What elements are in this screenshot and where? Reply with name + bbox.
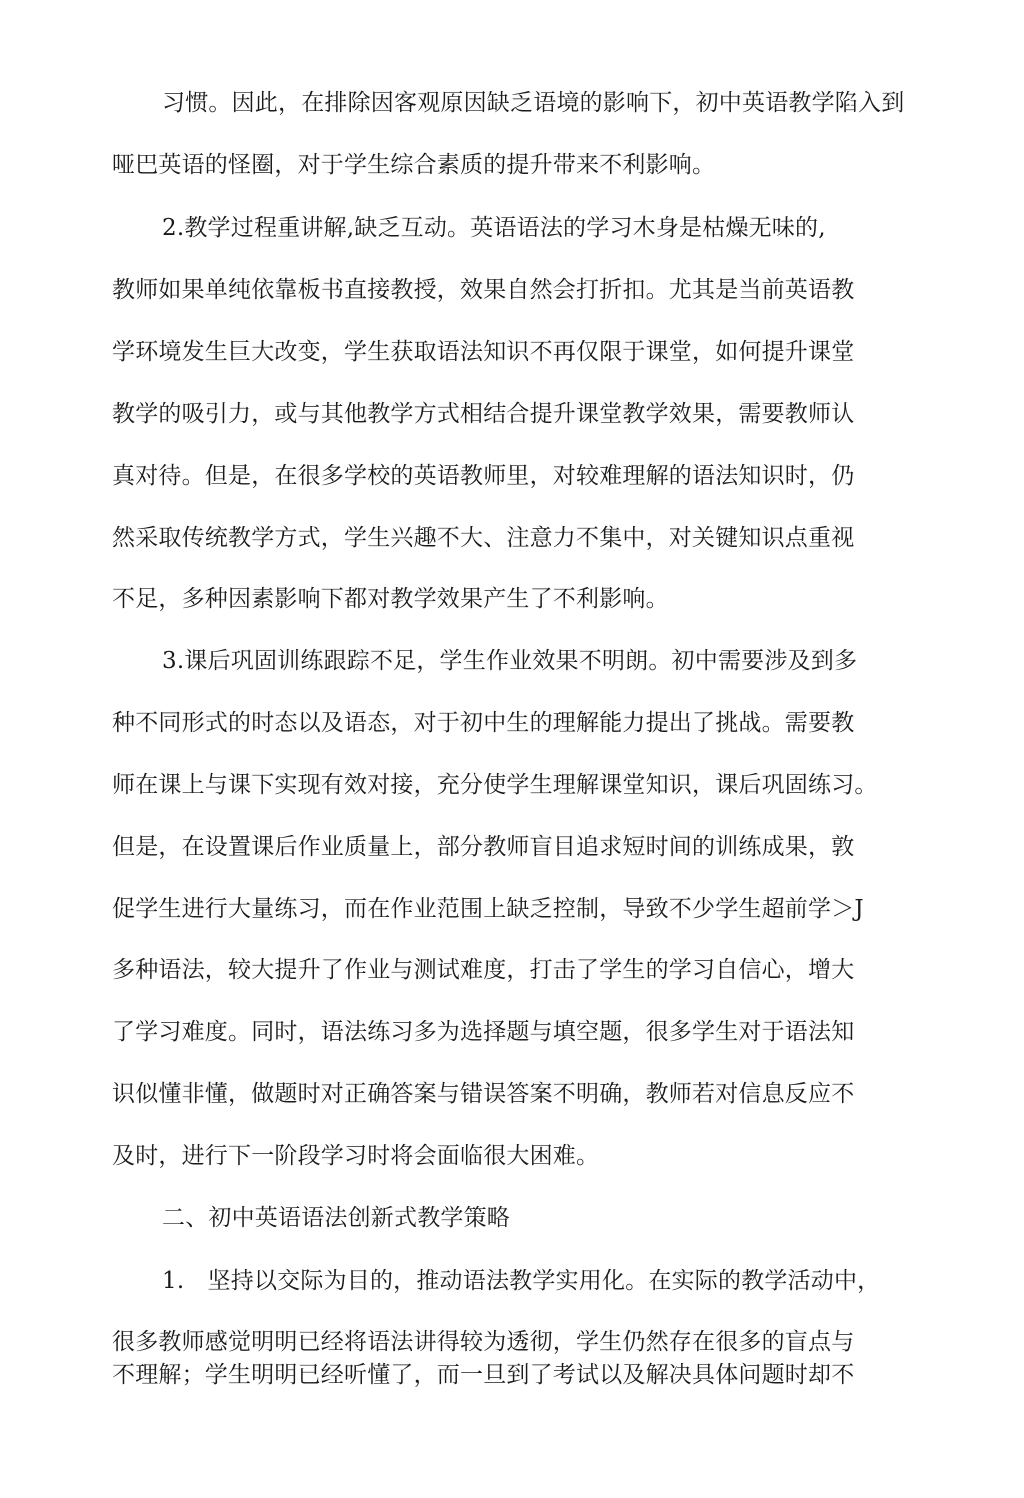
text-line: 教学的吸引力，或与其他教学方式相结合提升课堂教学效果，需要教师认 <box>112 401 855 427</box>
text-line: 然采取传统教学方式，学生兴趣不大、注意力不集中，对关键知识点重视 <box>112 525 855 551</box>
text-line: 多种语法，较大提升了作业与测试难度，打击了学生的学习自信心，增大 <box>112 957 855 983</box>
text-line: 教师如果单纯依靠板书直接教授，效果自然会打折扣。尤其是当前英语教 <box>112 277 855 303</box>
text-line: 哑巴英语的怪圈，对于学生综合素质的提升带来不利影响。 <box>112 152 716 178</box>
text-line: 真对待。但是，在很多学校的英语教师里，对较难理解的语法知识时，仍 <box>112 463 855 489</box>
paragraph-start: 1. 坚持以交际为目的，推动语法教学实用化。在实际的教学活动中， <box>162 1268 881 1294</box>
text-line: 促学生进行大量练习，而在作业范围上缺乏控制，导致不少学生超前学＞J <box>112 896 864 922</box>
text-line: 不足，多种因素影响下都对教学效果产生了不利影响。 <box>112 586 669 612</box>
text-line: 种不同形式的时态以及语态，对于初中生的理解能力提出了挑战。需要教 <box>112 710 855 736</box>
section-heading: 二、初中英语语法创新式教学策略 <box>162 1205 510 1231</box>
text-line: 识似懂非懂，做题时对正确答案与错误答案不明确，教师若对信息反应不 <box>112 1081 855 1107</box>
text-line: 习惯。因此，在排除因客观原因缺乏语境的影响下，初中英语教学陷入到 <box>162 90 905 116</box>
text-line: 不理解；学生明明已经听懂了，而一旦到了考试以及解决具体问题时却不 <box>112 1362 855 1388</box>
paragraph-start: 2.教学过程重讲解,缺乏互动。英语语法的学习木身是枯燥无味的, <box>162 215 826 241</box>
paragraph-start: 3.课后巩固训练跟踪不足，学生作业效果不明朗。初中需要涉及到多 <box>162 648 858 674</box>
text-line: 学环境发生巨大改变，学生获取语法知识不再仅限于课堂，如何提升课堂 <box>112 339 855 365</box>
text-line: 及时，进行下一阶段学习时将会面临很大困难。 <box>112 1143 600 1169</box>
text-line: 但是，在设置课后作业质量上，部分教师盲目追求短时间的训练成果，敦 <box>112 834 855 860</box>
text-line: 很多教师感觉明明已经将语法讲得较为透彻，学生仍然存在很多的盲点与 <box>112 1329 855 1355</box>
text-line: 了学习难度。同时，语法练习多为选择题与填空题，很多学生对于语法知 <box>112 1019 855 1045</box>
text-line: 师在课上与课下实现有效对接，充分使学生理解课堂知识，课后巩固练习。 <box>112 772 878 798</box>
